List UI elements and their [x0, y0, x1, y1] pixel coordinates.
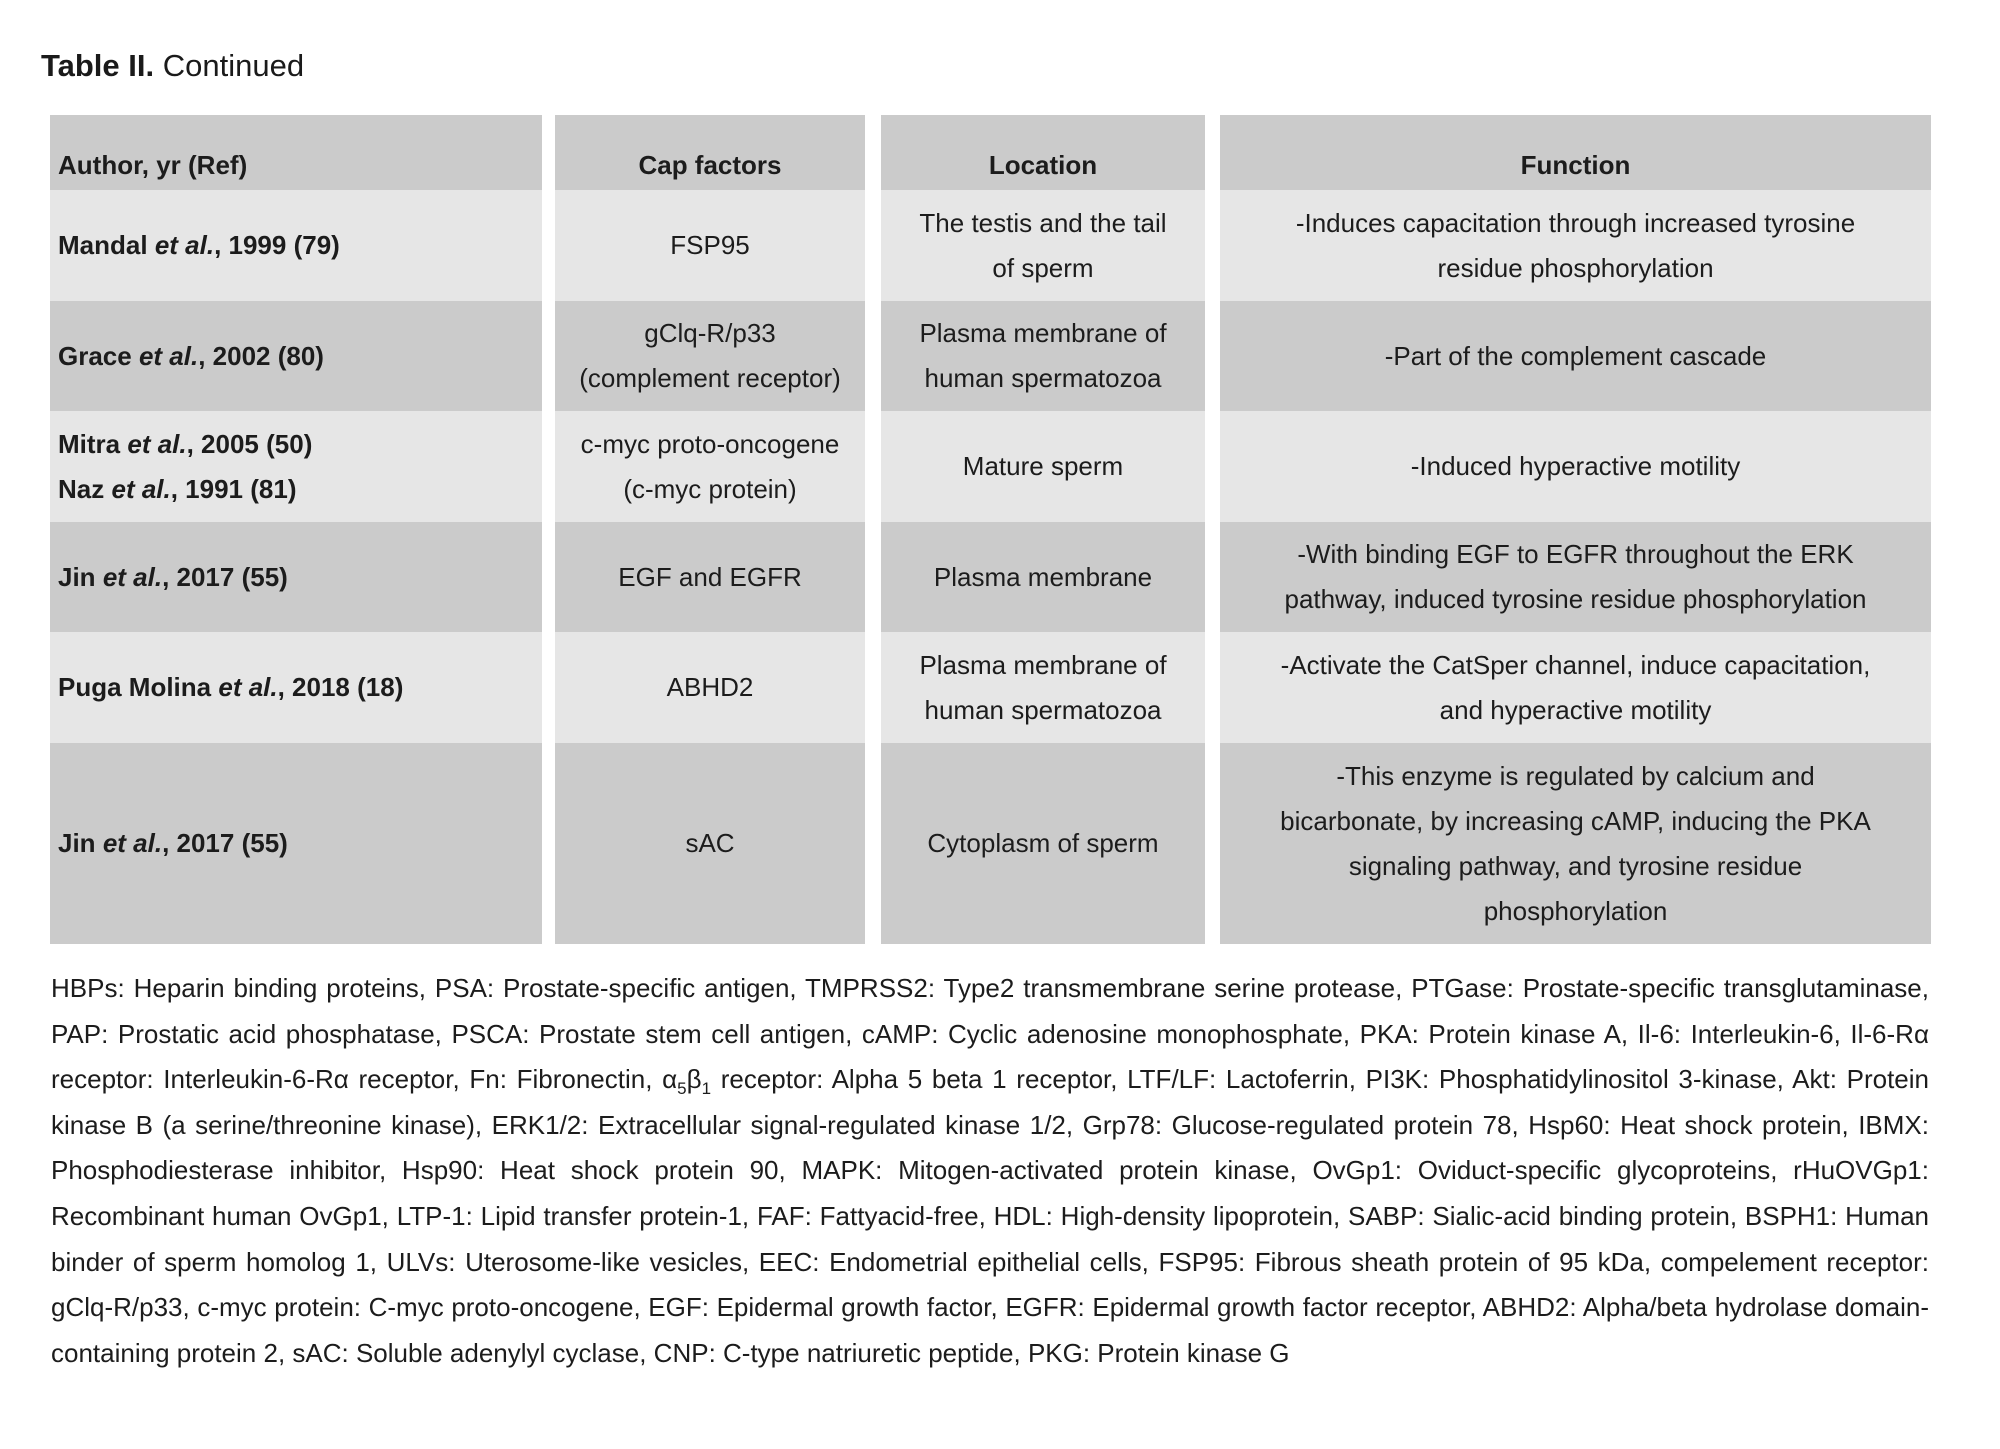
author-cell	[50, 301, 542, 411]
year-ref: , 1999 (79)	[214, 230, 340, 260]
header-cap-factors: Cap factors	[555, 115, 865, 190]
function-cell-line: residue phosphorylation	[1437, 252, 1714, 283]
function-cell	[1220, 522, 1931, 632]
table-header-row	[50, 115, 1931, 190]
location-cell-line: human spermatozoa	[924, 694, 1162, 725]
abbreviations-footnote	[51, 966, 1929, 1376]
cap-factor-cell-line: EGF and EGFR	[618, 561, 802, 592]
function-cell-line: signaling pathway, and tyrosine residue	[1348, 850, 1803, 881]
footnote-text-part1: HBPs: Heparin binding proteins, PSA: Prostate-specific antigen, TMPRSS2: Type2 transmembrane serine protease, PTGase: Prostate-specific transglutaminase, PAP: Prostatic acid phosphatase, PSCA: Prostate stem cell antigen, cAMP: Cyclic adenosine monophosphate, PKA: Protein kinase A, Il-6: Interleukin-6, Il-6-Rα receptor: Interleukin-6-Rα receptor, Fn: Fibronectin,	[51, 973, 1929, 1095]
cap-factor-cell-line: (complement receptor)	[579, 363, 841, 393]
table-row	[50, 301, 1931, 411]
location-cell-line: Plasma membrane of	[919, 649, 1167, 680]
function-cell	[1220, 190, 1931, 301]
cap-factor-cell	[555, 743, 865, 944]
author-citation	[58, 555, 288, 600]
et-al: et al.	[102, 561, 163, 592]
header-function: Function	[1220, 115, 1931, 190]
author-citation	[58, 665, 403, 710]
cap-factor-cell	[555, 301, 865, 411]
year-ref: , 2017 (55)	[162, 828, 288, 858]
header-location: Location	[881, 115, 1205, 190]
et-al: et al.	[218, 672, 278, 702]
cap-factor-cell	[555, 522, 865, 632]
table-number: Table II.	[41, 48, 155, 83]
cap-factor-cell-line: (c-myc protein)	[623, 473, 797, 504]
author-citation	[58, 422, 312, 467]
function-cell	[1220, 743, 1931, 944]
function-cell	[1220, 632, 1931, 743]
table-row	[50, 632, 1931, 743]
location-cell	[881, 411, 1205, 522]
author-cell	[50, 411, 542, 522]
function-cell-line: -Part of the complement cascade	[1384, 340, 1767, 371]
cap-factor-cell-line: c-myc proto-oncogene	[580, 428, 840, 459]
beta-subscript: 1	[701, 1079, 712, 1099]
author-cell	[50, 632, 542, 743]
location-cell-line: human spermatozoa	[924, 363, 1162, 393]
year-ref: , 2002 (80)	[198, 340, 324, 371]
table-title	[41, 46, 304, 86]
author-name: Jin	[58, 561, 96, 592]
function-cell	[1220, 411, 1931, 522]
cap-factor-cell	[555, 632, 865, 743]
capacitation-factors-table	[50, 115, 1931, 944]
author-citation	[58, 467, 296, 512]
footnote-text-part2: receptor: Alpha 5 beta 1 receptor, LTF/LF: Lactoferrin, PI3K: Phosphatidylinositol 3-kinase, Akt: Protein kinase B (a serine/threonine kinase), ERK1/2: Extracellular signal-regulated kinase 1/2, Grp78: Glucose-regulated protein 78, Hsp60: Heat shock protein, IBMX: Phosphodiesterase inhibitor, Hsp90: Heat shock protein 90, MAPK: Mitogen-activated protein kinase, OvGp1: Oviduct-specific glycoproteins, rHuOVGp1: Recombinant human OvGp1, LTP-1: Lipid transfer protein-1, FAF: Fattyacid-free, HDL: High-density lipoprotein, SABP: Sialic-acid binding protein, BSPH1: Human binder of sperm homolog 1, ULVs: Uterosome-like vesicles, EEC: Endometrial epithelial cells, FSP95: Fibrous sheath protein of 95 kDa, compelement receptor: gClq-R/p33, c-myc protein: C-myc proto-oncogene, EGF: Epidermal growth factor, EGFR: Epidermal growth factor receptor, ABHD2: Alpha/beta hydrolase domain-containing protein 2, sAC: Soluble adenylyl cyclase, CNP: C-type natriuretic peptide, PKG: Protein kinase G	[51, 1064, 1929, 1368]
author-name: Mandal	[58, 230, 148, 260]
function-cell-line: bicarbonate, by increasing cAMP, inducing the PKA	[1280, 805, 1871, 836]
beta-symbol: β	[686, 1064, 702, 1095]
location-cell-line: The testis and the tail	[919, 207, 1167, 238]
author-name: Mitra	[58, 428, 121, 459]
function-cell-line: -Induced hyperactive motility	[1410, 451, 1741, 481]
location-cell	[881, 190, 1205, 301]
location-cell-line: Mature sperm	[962, 451, 1124, 481]
location-cell-line: Plasma membrane	[933, 561, 1153, 592]
et-al: et al.	[111, 473, 171, 504]
location-cell	[881, 743, 1205, 944]
author-citation	[58, 223, 340, 268]
author-citation	[58, 821, 288, 866]
table-row	[50, 743, 1931, 944]
table-row	[50, 190, 1931, 301]
cap-factor-cell	[555, 190, 865, 301]
function-cell-line: -Induces capacitation through increased tyrosine	[1295, 207, 1856, 238]
author-name: Grace	[58, 340, 132, 371]
function-cell-line: and hyperactive motility	[1439, 694, 1712, 725]
et-al: et al.	[102, 828, 163, 858]
table-row	[50, 522, 1931, 632]
year-ref: , 2018 (18)	[277, 672, 404, 702]
year-ref: , 2005 (50)	[186, 428, 313, 459]
location-cell-line: Cytoplasm of sperm	[927, 828, 1159, 858]
table-title-text: Continued	[162, 48, 305, 83]
function-cell-line: -With binding EGF to EGFR throughout the ERK	[1297, 539, 1854, 569]
cap-factor-cell-line: sAC	[685, 828, 735, 858]
function-cell-line: -This enzyme is regulated by calcium and	[1336, 760, 1815, 791]
header-author: Author, yr (Ref)	[50, 115, 542, 190]
author-citation	[58, 334, 324, 379]
author-name: Naz	[58, 473, 105, 504]
alpha-subscript: 5	[677, 1079, 687, 1099]
function-cell-line: phosphorylation	[1483, 895, 1668, 926]
cap-factor-cell-line: gClq-R/p33	[644, 318, 776, 348]
location-cell-line: Plasma membrane of	[919, 318, 1167, 348]
author-name: Jin	[58, 828, 96, 858]
alpha-symbol: α	[662, 1064, 678, 1095]
author-cell	[50, 743, 542, 944]
author-cell	[50, 190, 542, 301]
et-al: et al.	[154, 230, 215, 260]
author-name: Puga Molina	[58, 672, 212, 702]
cap-factor-cell	[555, 411, 865, 522]
author-cell	[50, 522, 542, 632]
cap-factor-cell-line: FSP95	[670, 230, 750, 260]
table-row	[50, 411, 1931, 522]
function-cell-line: pathway, induced tyrosine residue phosphorylation	[1284, 584, 1867, 614]
location-cell	[881, 522, 1205, 632]
location-cell	[881, 632, 1205, 743]
table-body	[50, 190, 1931, 944]
et-al: et al.	[138, 340, 199, 371]
year-ref: , 2017 (55)	[162, 561, 288, 592]
function-cell	[1220, 301, 1931, 411]
et-al: et al.	[127, 428, 187, 459]
year-ref: , 1991 (81)	[170, 473, 297, 504]
function-cell-line: -Activate the CatSper channel, induce capacitation,	[1280, 649, 1871, 680]
cap-factor-cell-line: ABHD2	[666, 672, 754, 702]
location-cell	[881, 301, 1205, 411]
location-cell-line: of sperm	[992, 252, 1094, 283]
